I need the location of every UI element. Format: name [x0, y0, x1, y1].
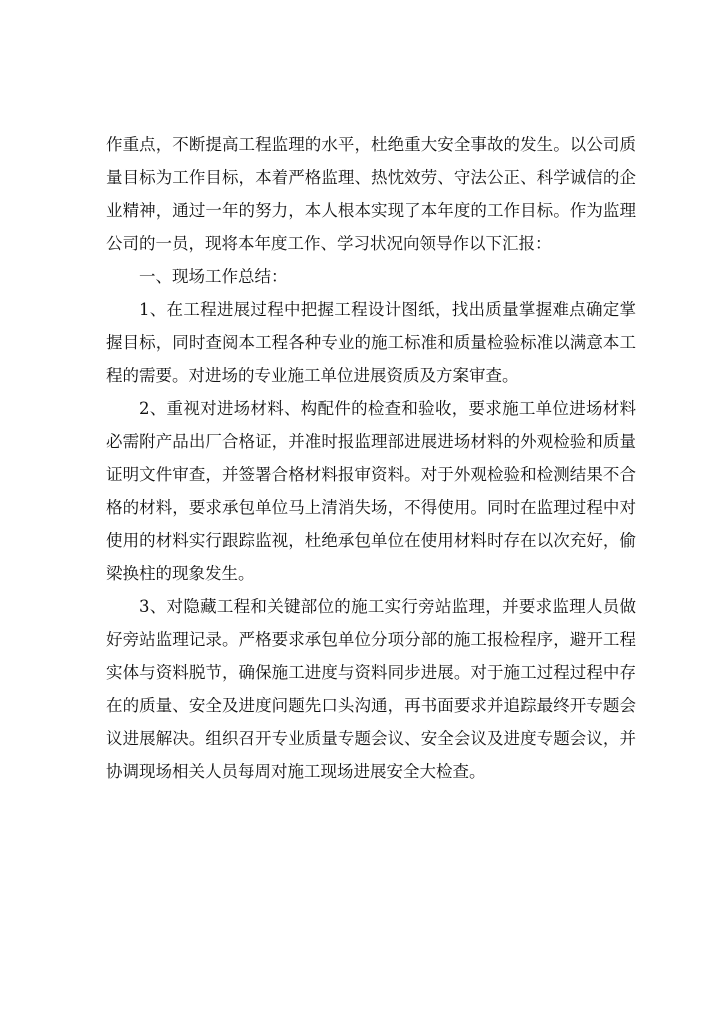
text-line: 1、在工程进展过程中把握工程设计图纸，找出质量掌握难点确定掌: [139, 300, 636, 319]
text-line: 好旁站监理记录。严格要求承包单位分项分部的施工报检程序，避开工程: [106, 630, 636, 649]
text-line: 协调现场相关人员每周对施工现场进展安全大检查。: [106, 762, 486, 781]
text-line: 公司的一员，现将本年度工作、学习状况向领导作以下汇报：: [106, 234, 552, 253]
intro-paragraph: [106, 128, 636, 260]
text-line: 使用的材料实行跟踪监视，杜绝承包单位在使用材料时存在以次充好，偷: [106, 531, 636, 550]
section-heading-text: 一、现场工作总结：: [139, 267, 288, 286]
item-2-paragraph: [106, 392, 636, 590]
text-line: 握目标，同时查阅本工程各种专业的施工标准和质量检验标准以满意本工: [106, 333, 636, 352]
item-1-paragraph: [106, 293, 636, 392]
document-body: [106, 128, 636, 788]
text-line: 必需附产品出厂合格证，并准时报监理部进展进场材料的外观检验和质量: [106, 432, 636, 451]
text-line: 作重点，不断提高工程监理的水平，杜绝重大安全事故的发生。以公司质: [106, 135, 636, 154]
text-line: 实体与资料脱节，确保施工进度与资料同步进展。对于施工过程过程中存: [106, 663, 636, 682]
text-line: 程的需要。对进场的专业施工单位进展资质及方案审查。: [106, 366, 519, 385]
text-line: 量目标为工作目标，本着严格监理、热忱效劳、守法公正、科学诚信的企: [106, 168, 636, 187]
text-line: 在的质量、安全及进度问题先口头沟通，再书面要求并追踪最终开专题会: [106, 696, 636, 715]
item-3-paragraph: [106, 590, 636, 788]
text-line: 3、对隐藏工程和关键部位的施工实行旁站监理，并要求监理人员做: [139, 597, 636, 616]
text-line: 2、重视对进场材料、构配件的检查和验收，要求施工单位进场材料: [139, 399, 636, 418]
text-line: 格的材料，要求承包单位马上清消失场，不得使用。同时在监理过程中对: [106, 498, 636, 517]
text-line: 议进展解决。组织召开专业质量专题会议、安全会议及进度专题会议，并: [106, 729, 636, 748]
text-line: 业精神，通过一年的努力，本人根本实现了本年度的工作目标。作为监理: [106, 201, 636, 220]
section-heading: [106, 260, 636, 293]
text-line: 梁换柱的现象发生。: [106, 564, 255, 583]
text-line: 证明文件审查，并签署合格材料报审资料。对于外观检验和检测结果不合: [106, 465, 636, 484]
